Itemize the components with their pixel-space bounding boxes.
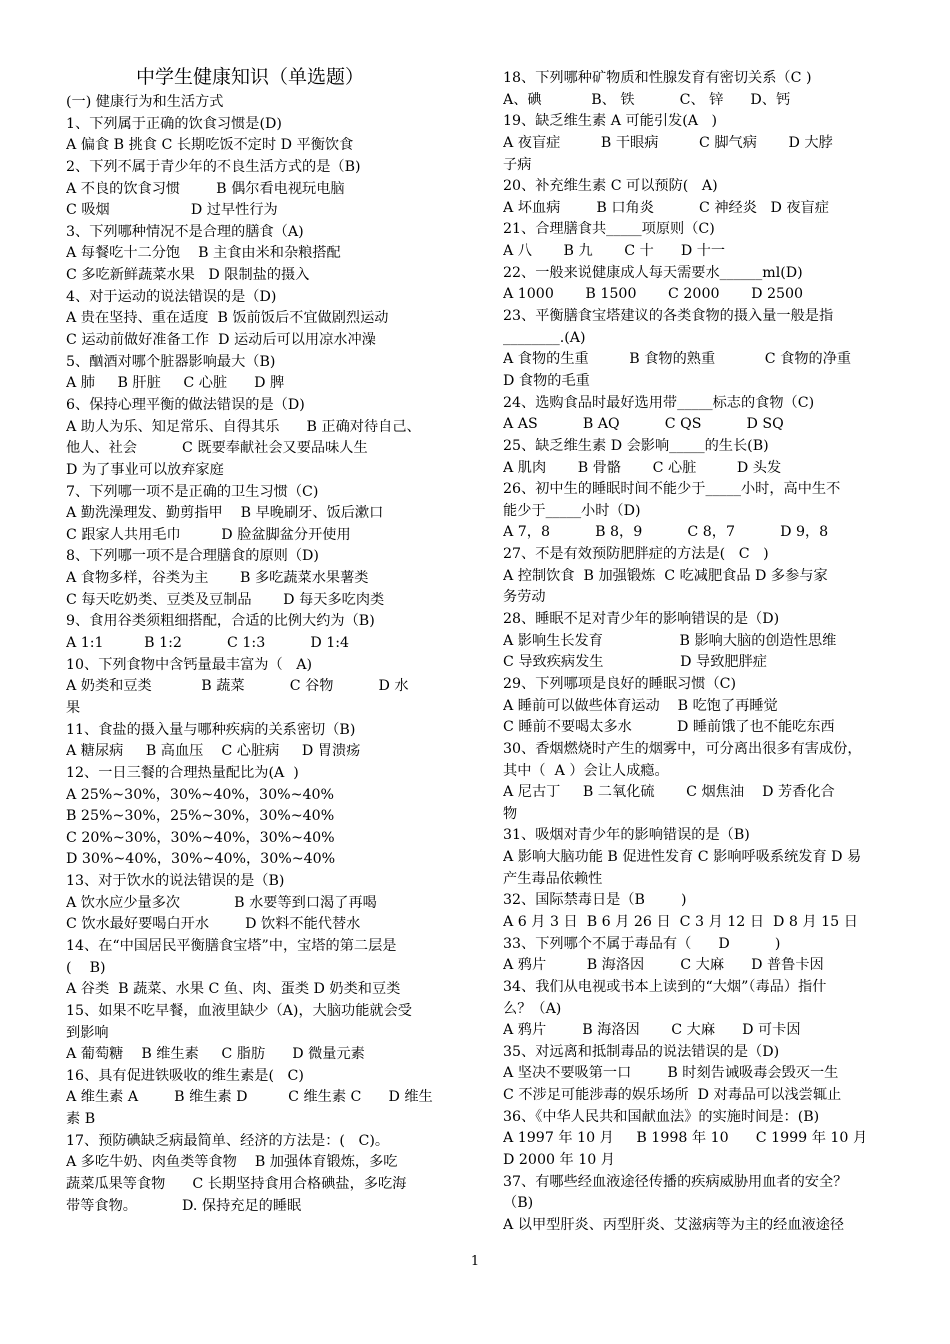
text-line: D 30%~40%，30%~40%，30%~40%: [66, 851, 336, 868]
text-line: A 不良的饮食习惯 B 偶尔看电视玩电脑: [66, 180, 345, 197]
text-line: A 以甲型肝炎、丙型肝炎、艾滋病等为主的经血液途径: [503, 1216, 845, 1233]
text-line: 物: [503, 805, 518, 822]
text-line: A 食物多样，谷类为主 B 多吃蔬菜水果薯类: [66, 570, 369, 587]
text-line: 9、食用谷类须粗细搭配，合适的比例大约为（B): [66, 613, 375, 630]
text-line: 8、下列哪一项不是合理膳食的原则（D): [66, 548, 319, 565]
text-line: 10、下列食物中含钙量最丰富为（ A): [66, 656, 312, 673]
text-line: A 每餐吃十二分饱 B 主食由米和杂粮搭配: [66, 245, 341, 262]
text-line: 18、下列哪种矿物质和性腺发育有密切关系（C ): [503, 70, 812, 86]
text-line: 33、下列哪个不属于毒品有（ D ): [503, 935, 781, 952]
page-number: 1: [470, 1254, 480, 1269]
text-line: C 导致疾病发生 D 导致肥胖症: [503, 654, 767, 671]
text-line: A 助人为乐、知足常乐、自得其乐 B 正确对待自己、: [66, 418, 421, 435]
text-line: A 影响生长发育 B 影响大脑的创造性思维: [503, 632, 837, 649]
text-line: 17、预防碘缺乏病最简单、经济的方法是：( C)。: [66, 1132, 390, 1149]
text-line: A 维生素 A B 维生素 D C 维生素 C D 维生: [66, 1089, 433, 1106]
text-line: 蔬菜瓜果等食物 C 长期坚持食用合格碘盐，多吃海: [66, 1176, 407, 1193]
text-line: A 睡前可以做些体育运动 B 吃饱了再睡觉: [503, 697, 778, 714]
text-line: 15、如果不吃早餐，血液里缺少（A)，大脑功能就会受: [66, 1002, 412, 1019]
text-line: D 为了事业可以放弃家庭: [66, 461, 224, 478]
text-line: A 1000 B 1500 C 2000 D 2500: [503, 286, 804, 303]
text-line: A 7，8 B 8，9 C 8，7 D 9，8: [503, 524, 829, 541]
text-line: 子病: [503, 156, 532, 173]
text-line: A 6 月 3 日 B 6 月 26 日 C 3 月 12 日 D 8 月 15 日: [503, 913, 858, 930]
text-line: 28、睡眠不足对青少年的影响错误的是（D): [503, 611, 780, 628]
text-line: 20、补充维生素 C 可以预防( A): [503, 178, 718, 195]
text-line: A 肌肉 B 骨骼 C 心脏 D 头发: [503, 459, 782, 476]
text-line: A 多吃牛奶、肉鱼类等食物 B 加强体育锻炼，多吃: [66, 1154, 398, 1171]
text-line: A 1:1 B 1:2 C 1:3 D 1:4: [66, 635, 350, 652]
text-line: 31、吸烟对青少年的影响错误的是（B): [503, 827, 750, 844]
text-line: A 糖尿病 B 高血压 C 心脏病 D 胃溃疡: [66, 743, 361, 760]
text-line: 36、《中华人民共和国献血法》的实施时间是：(B): [503, 1108, 820, 1125]
text-line: 13、对于饮水的说法错误的是（B): [66, 873, 285, 890]
text-line: 能少于_____小时（D): [503, 502, 641, 519]
text-line: 21、合理膳食共_____项原则（C): [503, 221, 715, 238]
text-line: C 多吃新鲜蔬菜水果 D 限制盐的摄入: [66, 267, 310, 284]
text-line: C 不涉足可能涉毒的娱乐场所 D 对毒品可以浅尝辄止: [503, 1087, 842, 1104]
text-line: A、碘 B、 铁 C、 锌 D、钙: [503, 91, 791, 108]
text-line: 22、一般来说健康成人每天需要水______ml(D): [503, 264, 803, 281]
text-line: C 饮水最好要喝白开水 D 饮料不能代替水: [66, 916, 361, 933]
text-line: A 勤洗澡理发、勤剪指甲 B 早晚刷牙、饭后漱口: [66, 505, 384, 522]
text-line: A 1997 年 10 月 B 1998 年 10 C 1999 年 10 月: [503, 1130, 868, 1147]
text-line: 16、具有促进铁吸收的维生素是( C): [66, 1067, 304, 1084]
text-line: 24、选购食品时最好选用带_____标志的食物（C): [503, 394, 815, 411]
text-line: A 偏食 B 挑食 C 长期吃饭不定时 D 平衡饮食: [66, 137, 354, 154]
text-line: （B): [503, 1195, 534, 1212]
text-line: 34、我们从电视或书本上读到的“大烟”（毒品）指什: [503, 978, 827, 995]
text-line: (一) 健康行为和生活方式: [66, 94, 224, 110]
right-column: [503, 68, 907, 1237]
text-line: 素 B: [66, 1111, 96, 1128]
text-line: ________.(A): [503, 329, 586, 346]
text-line: A 影响大脑功能 B 促进性发育 C 影响呼吸系统发育 D 易: [503, 849, 862, 866]
text-line: 他人、社会 C 既要奉献社会又要品味人生: [66, 440, 368, 457]
left-question-list: [66, 92, 472, 1217]
text-line: 果: [66, 699, 81, 716]
text-line: A 饮水应少量多次 B 水要等到口渴了再喝: [66, 894, 377, 911]
text-line: 7、下列哪一项不是正确的卫生习惯（C): [66, 483, 319, 500]
text-line: 4、对于运动的说法错误的是（D): [66, 288, 277, 305]
text-line: A 鸦片 B 海洛因 C 大麻 D 可卡因: [503, 1022, 801, 1039]
text-line: 1、下列属于正确的饮食习惯是(D): [66, 115, 282, 132]
text-line: 6、保持心理平衡的做法错误的是（D): [66, 396, 305, 413]
text-line: A 鸦片 B 海洛因 C 大麻 D 普鲁卡因: [503, 957, 824, 974]
text-line: 37、有哪些经血液途径传播的疾病威胁用血者的安全？: [503, 1173, 848, 1190]
text-line: A 控制饮食 B 加强锻炼 C 吃减肥食品 D 多参与家: [503, 567, 828, 584]
text-line: C 每天吃奶类、豆类及豆制品 D 每天多吃肉类: [66, 591, 385, 608]
text-line: 29、下列哪项是良好的睡眠习惯（C): [503, 675, 737, 692]
text-line: C 20%~30%，30%~40%，30%~40%: [66, 829, 335, 846]
text-line: A 肺 B 肝脏 C 心脏 D 脾: [66, 375, 285, 392]
text-line: 19、缺乏维生素 A 可能引发(A ): [503, 113, 718, 130]
text-line: A 贵在坚持、重在适度 B 饭前饭后不宜做剧烈运动: [66, 310, 389, 327]
text-line: A 葡萄糖 B 维生素 C 脂肪 D 微量元素: [66, 1046, 365, 1063]
text-line: 么？（A): [503, 1000, 562, 1017]
text-line: D 2000 年 10 月: [503, 1152, 615, 1169]
text-line: 32、国际禁毒日是（B ): [503, 892, 687, 909]
text-line: 带等食物。 D. 保持充足的睡眠: [66, 1197, 302, 1214]
page-title: 中学生健康知识（单选题）: [136, 66, 365, 88]
text-line: A 25%~30%，30%~40%，30%~40%: [66, 786, 334, 803]
text-line: A 坚决不要吸第一口 B 时刻告诫吸毒会毁灭一生: [503, 1065, 839, 1082]
text-line: A 八 B 九 C 十 D 十一: [503, 243, 726, 260]
text-line: B 25%~30%，25%~30%，30%~40%: [66, 808, 335, 825]
text-line: 2、下列不属于青少年的不良生活方式的是（B): [66, 158, 361, 175]
text-line: 务劳动: [503, 589, 546, 606]
text-line: 3、下列哪种情况不是合理的膳食（A): [66, 223, 304, 240]
text-line: 27、不是有效预防肥胖症的方法是( C ): [503, 546, 769, 563]
text-line: 30、香烟燃烧时产生的烟雾中，可分离出很多有害成份，: [503, 740, 862, 757]
text-line: 其中（ A ）会让人成瘾。: [503, 762, 669, 779]
text-line: 26、初中生的睡眠时间不能少于_____小时，高中生不: [503, 481, 841, 498]
text-line: A 奶类和豆类 B 蔬菜 C 谷物 D 水: [66, 678, 409, 695]
text-line: 14、在“中国居民平衡膳食宝塔”中，宝塔的第二层是: [66, 937, 397, 954]
text-line: 到影响: [66, 1024, 109, 1041]
text-line: A 食物的生重 B 食物的熟重 C 食物的净重: [503, 351, 852, 368]
text-line: 25、缺乏维生素 D 会影响_____的生长(B): [503, 437, 769, 454]
text-line: A 谷类 B 蔬菜、水果 C 鱼、肉、蛋类 D 奶类和豆类: [66, 981, 401, 998]
text-line: C 睡前不要喝太多水 D 睡前饿了也不能吃东西: [503, 719, 835, 736]
right-question-list: [503, 68, 907, 1237]
text-line: A 尼古丁 B 二氧化硫 C 烟焦油 D 芳香化合: [503, 784, 835, 801]
text-line: ( B): [66, 959, 106, 976]
text-line: A 夜盲症 B 干眼病 C 脚气病 D 大脖: [503, 134, 833, 151]
text-line: 11、食盐的摄入量与哪种疾病的关系密切（B): [66, 721, 356, 738]
text-line: 35、对远离和抵制毒品的说法错误的是（D): [503, 1043, 780, 1060]
text-line: 产生毒品依赖性: [503, 870, 603, 887]
text-line: 12、一日三餐的合理热量配比为(A ): [66, 764, 299, 781]
text-line: 23、平衡膳食宝塔建议的各类食物的摄入量一般是指: [503, 308, 834, 325]
text-line: C 吸烟 D 过早性行为: [66, 202, 278, 219]
text-line: 5、酗酒对哪个脏器影响最大（B): [66, 353, 276, 370]
left-column: [66, 62, 472, 1217]
text-line: C 跟家人共用毛巾 D 脸盆脚盆分开使用: [66, 526, 351, 543]
text-line: A AS B AQ C QS D SQ: [503, 416, 784, 433]
text-line: C 运动前做好准备工作 D 运动后可以用凉水冲澡: [66, 332, 376, 349]
text-line: D 食物的毛重: [503, 372, 590, 389]
text-line: A 坏血病 B 口角炎 C 神经炎 D 夜盲症: [503, 199, 829, 216]
